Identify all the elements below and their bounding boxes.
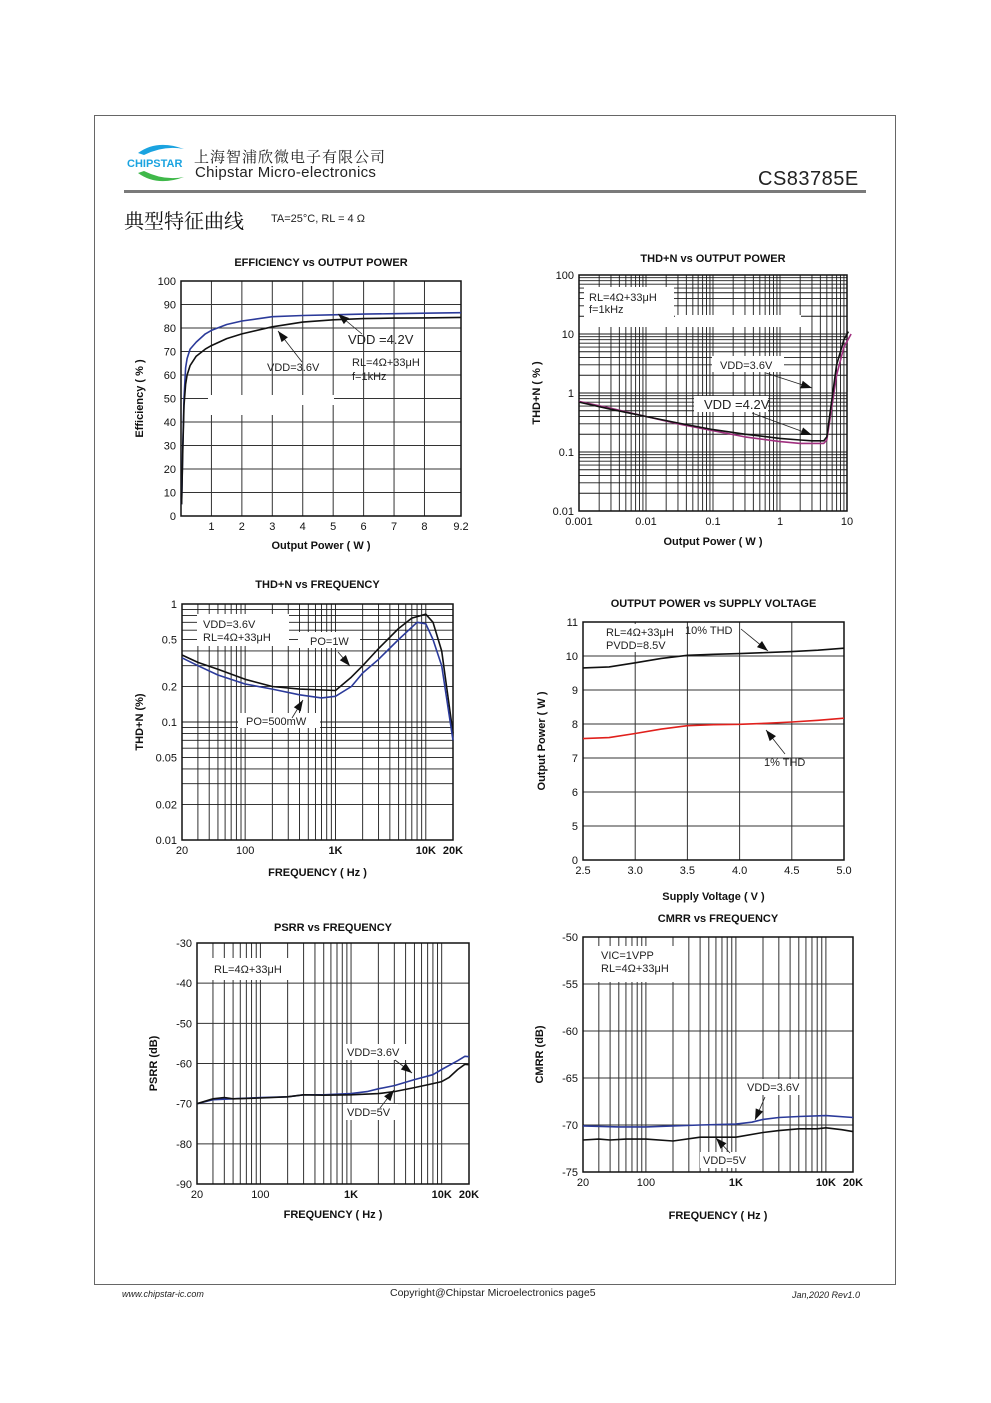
x-tick-label: 2: [238, 521, 245, 533]
x-axis-label: Output Power ( W ): [663, 536, 763, 548]
y-tick-label: 70: [163, 346, 176, 359]
annotation-efficiency-3: f=1kHz: [352, 371, 387, 383]
x-tick-label: 10K: [431, 1189, 452, 1201]
y-tick-label: -60: [176, 1058, 192, 1071]
chart-title: OUTPUT POWER vs SUPPLY VOLTAGE: [610, 598, 817, 610]
y-tick-label: -55: [562, 979, 578, 991]
y-tick-label: -80: [176, 1138, 192, 1151]
y-tick-label: 6: [571, 787, 578, 799]
series-line-vdd-4-2v: [579, 334, 851, 443]
x-tick-label: 1: [776, 516, 784, 528]
section-title: 典型特征曲线: [124, 209, 244, 233]
company-name-en: Chipstar Micro-electronics: [195, 164, 377, 181]
annotation-thdn-power-0: RL=4Ω+33μH: [589, 292, 657, 304]
annotation-psrr-0: RL=4Ω+33μH: [214, 964, 282, 976]
x-tick-label: 1K: [728, 1177, 743, 1189]
y-tick-label: 20: [163, 464, 176, 476]
x-axis-label: Supply Voltage ( V ): [662, 891, 765, 903]
annotation-cmrr-1: RL=4Ω+33μH: [601, 963, 669, 975]
y-tick-label: -75: [562, 1167, 578, 1179]
y-axis-label: Output Power ( W ): [536, 691, 548, 791]
y-tick-label: 0.1: [558, 447, 574, 459]
x-tick-label: 20K: [458, 1189, 480, 1201]
y-tick-label: 80: [163, 323, 176, 335]
y-tick-label: -70: [562, 1120, 578, 1132]
x-tick-label: 10K: [815, 1177, 837, 1189]
chart-title: THD+N vs OUTPUT POWER: [640, 253, 786, 265]
arrow-thd-vdd-4v2-head: [800, 427, 812, 435]
x-tick-label: 20K: [442, 845, 464, 857]
chart-title: EFFICIENCY vs OUTPUT POWER: [234, 257, 408, 269]
annotation-thdn-frequency-1: RL=4Ω+33μH: [203, 632, 271, 644]
x-tick-label: 5: [330, 521, 337, 533]
chart-title: CMRR vs FREQUENCY: [657, 913, 779, 925]
annotation-thdn-frequency-2: PO=1W: [310, 636, 349, 648]
y-tick-label: 0: [571, 855, 578, 867]
arrow-thd-vdd-3v6-head: [800, 381, 812, 389]
y-tick-label: 60: [163, 370, 176, 382]
y-tick-label: 5: [571, 821, 578, 833]
section-conditions: TA=25°C, RL = 4 Ω: [271, 213, 365, 225]
company-name-cn: 上海智浦欣微电子有限公司: [194, 148, 387, 166]
y-tick-label: 0.01: [552, 506, 574, 518]
x-axis-label: FREQUENCY ( Hz ): [283, 1209, 383, 1221]
x-tick-label: 100: [251, 1189, 270, 1201]
annotation-box: [675, 315, 801, 327]
y-tick-label: 0: [169, 511, 176, 523]
y-axis-label: CMRR (dB): [534, 1025, 546, 1084]
y-tick-label: 11: [566, 617, 578, 629]
footer-copyright: Copyright@Chipstar Microelectronics page5: [390, 1287, 596, 1299]
x-tick-label: 3: [269, 521, 276, 533]
annotation-cmrr-2: VDD=3.6V: [747, 1082, 800, 1094]
y-axis-label: Efficiency ( % ): [134, 359, 146, 438]
annotation-output-power-supply-0: RL=4Ω+33μH: [606, 627, 674, 639]
y-tick-label: 90: [163, 299, 176, 312]
y-tick-label: 0.05: [155, 752, 177, 765]
y-tick-label: 0.1: [161, 717, 177, 729]
y-tick-label: -40: [176, 978, 192, 991]
annotation-thdn-power-3: VDD =4.2V: [704, 397, 770, 412]
chart-title: PSRR vs FREQUENCY: [274, 922, 392, 934]
y-tick-label: 0.5: [161, 634, 177, 647]
y-tick-label: 40: [163, 417, 176, 429]
x-tick-label: 100: [235, 845, 255, 857]
chart-output-power-supply: [536, 598, 852, 903]
y-axis-label: THD+N ( % ): [531, 361, 543, 425]
x-axis-label: FREQUENCY ( Hz ): [668, 1210, 768, 1222]
y-tick-label: 8: [571, 719, 578, 731]
y-tick-label: 10: [561, 329, 574, 341]
x-tick-label: 1K: [344, 1189, 359, 1201]
annotation-output-power-supply-2: 10% THD: [685, 625, 733, 637]
y-tick-label: 0.02: [155, 799, 177, 812]
arrow-po-1w-head: [340, 655, 350, 666]
x-tick-label: 8: [421, 521, 428, 533]
x-tick-label: 4.0: [731, 865, 748, 877]
annotation-box: [208, 395, 278, 415]
y-tick-label: -70: [176, 1098, 192, 1111]
annotation-output-power-supply-1: PVDD=8.5V: [606, 640, 666, 652]
y-axis-label: PSRR (dB): [148, 1035, 160, 1092]
x-tick-label: 0.001: [565, 516, 593, 528]
y-tick-label: 30: [163, 440, 176, 453]
y-tick-label: 100: [555, 270, 574, 282]
y-tick-label: 1: [170, 599, 177, 611]
x-tick-label: 20: [175, 845, 189, 857]
annotation-output-power-supply-3: 1% THD: [764, 757, 806, 769]
x-tick-label: 0.01: [635, 516, 657, 528]
x-tick-label: 10K: [415, 845, 436, 857]
chart-thdn-frequency: [134, 579, 463, 879]
x-tick-label: 1: [208, 521, 215, 533]
x-tick-label: 9.2: [453, 521, 469, 533]
chart-cmrr: [534, 913, 863, 1222]
x-tick-label: 4: [299, 521, 306, 533]
y-tick-label: 10: [163, 487, 176, 500]
arrow-10pct-thd-head: [757, 641, 768, 651]
annotation-thdn-power-1: f=1kHz: [589, 304, 624, 316]
x-tick-label: 100: [636, 1177, 656, 1189]
y-tick-label: -50: [176, 1018, 192, 1031]
y-tick-label: -30: [176, 938, 192, 950]
gridlines: [583, 622, 844, 860]
y-tick-label: 10: [565, 651, 578, 663]
part-number: CS83785E: [758, 168, 859, 190]
x-tick-label: 10: [840, 516, 854, 528]
annotation-psrr-2: VDD=5V: [347, 1107, 391, 1119]
x-tick-label: 3.5: [679, 865, 696, 877]
x-axis-label: Output Power ( W ): [271, 540, 371, 552]
annotation-efficiency-1: VDD=3.6V: [267, 362, 320, 374]
x-tick-label: 20K: [842, 1177, 864, 1189]
y-tick-label: 9: [571, 685, 578, 697]
x-tick-label: 0.1: [705, 516, 721, 528]
arrow-eff-vdd-3v6-head: [278, 331, 288, 342]
x-tick-label: 2.5: [575, 865, 591, 877]
series-line-vdd-5v: [197, 1064, 469, 1103]
annotation-efficiency-0: VDD =4.2V: [348, 332, 414, 347]
arrow-po-500mw-head: [294, 700, 303, 711]
annotation-box: [278, 395, 334, 405]
chart-psrr: [148, 922, 479, 1221]
y-tick-label: 7: [571, 753, 578, 765]
y-tick-label: -65: [562, 1073, 578, 1085]
x-axis-label: FREQUENCY ( Hz ): [268, 867, 367, 879]
x-tick-label: 7: [390, 521, 398, 533]
y-tick-label: 0.2: [161, 681, 177, 694]
logo-text: CHIPSTAR: [127, 158, 183, 170]
footer-date-rev: Jan,2020 Rev1.0: [792, 1290, 861, 1300]
y-tick-label: 100: [157, 276, 176, 288]
x-tick-label: 4.5: [784, 865, 800, 877]
annotation-cmrr-3: VDD=5V: [703, 1155, 747, 1167]
y-tick-label: -90: [176, 1179, 192, 1191]
annotation-thdn-frequency-0: VDD=3.6V: [203, 619, 256, 631]
x-tick-label: 1K: [328, 845, 343, 857]
x-tick-label: 20: [576, 1177, 590, 1189]
plot-frame: [583, 622, 844, 860]
annotation-psrr-1: VDD=3.6V: [347, 1047, 400, 1059]
annotation-thdn-power-2: VDD=3.6V: [720, 360, 773, 372]
chart-title: THD+N vs FREQUENCY: [255, 579, 380, 591]
series-line-1-thd: [583, 718, 844, 738]
x-tick-label: 20: [190, 1189, 204, 1201]
arrow-psrr-vdd-3v6-head: [401, 1063, 412, 1073]
x-tick-label: 3.0: [627, 865, 643, 877]
footer-url[interactable]: www.chipstar-ic.com: [122, 1289, 204, 1299]
arrow-1pct-thd-head: [766, 730, 776, 741]
y-tick-label: 1: [567, 388, 574, 400]
annotation-efficiency-2: RL=4Ω+33μH: [352, 357, 420, 369]
y-axis-label: THD+N (%): [134, 693, 146, 751]
y-tick-label: -50: [562, 932, 578, 944]
y-tick-label: 50: [163, 393, 176, 406]
annotation-cmrr-0: VIC=1VPP: [601, 950, 654, 962]
y-tick-label: 0.01: [155, 835, 177, 847]
annotation-thdn-frequency-3: PO=500mW: [246, 716, 307, 728]
y-tick-label: -60: [562, 1026, 578, 1038]
x-tick-label: 6: [360, 521, 367, 533]
chart-efficiency: [134, 257, 469, 552]
arrow-cmrr-vdd-3v6-head: [755, 1108, 763, 1120]
chart-thdn-power: [531, 253, 853, 548]
x-tick-label: 5.0: [836, 865, 852, 877]
